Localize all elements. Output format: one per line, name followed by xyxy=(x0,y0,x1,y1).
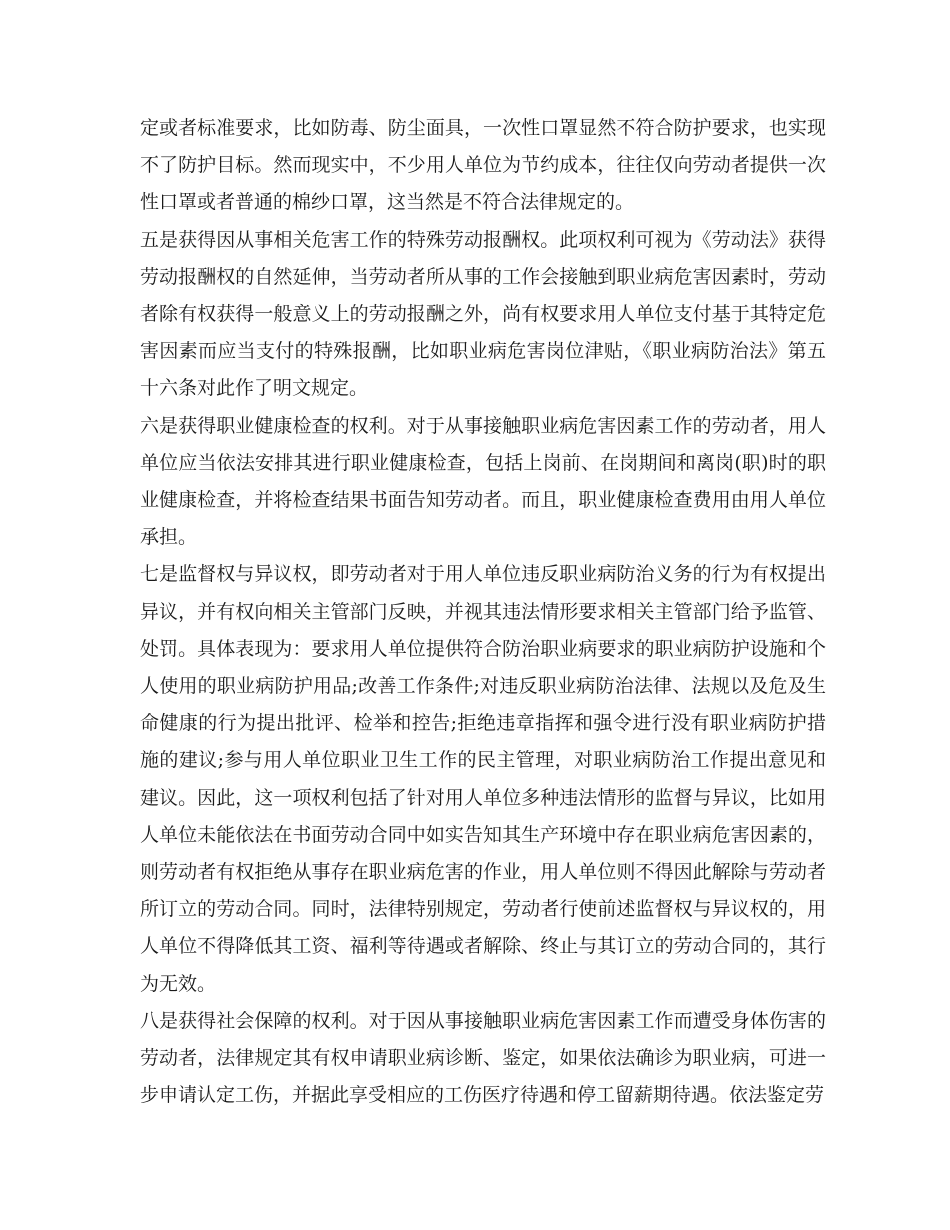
paragraph-special-remuneration: 五是获得因从事相关危害工作的特殊劳动报酬权。此项权利可视为《劳动法》获得劳动报酬权的自然延伸，当劳动者所从事的工作会接触到职业病危害因素时，劳动者除有权获得一般意义上的劳动报酬之外，尚有权要求用人单位支付基于其特定危害因素而应当支付的特殊报酬，比如职业病危害岗位津贴，《职业病防治法》第五十六条对此作了明文规定。 xyxy=(140,228,826,400)
paragraph-social-security: 八是获得社会保障的权利。对于因从事接触职业病危害因素工作而遭受身体伤害的劳动者，法律规定其有权申请职业病诊断、鉴定，如果依法确诊为职业病，可进一步申请认定工伤，并据此享受相应的工伤医疗待遇和停工留薪期待遇。依法鉴定劳 xyxy=(140,1009,826,1107)
document-body xyxy=(140,110,826,1114)
paragraph-protective-equipment: 定或者标准要求，比如防毒、防尘面具，一次性口罩显然不符合防护要求，也实现不了防护目标。然而现实中，不少用人单位为节约成本，往往仅向劳动者提供一次性口罩或者普通的棉纱口罩，这当然是不符合法律规定的。 xyxy=(140,117,826,214)
paragraph-health-examination: 六是获得职业健康检查的权利。对于从事接触职业病危害因素工作的劳动者，用人单位应当依法安排其进行职业健康检查，包括上岗前、在岗期间和离岗(职)时的职业健康检查，并将检查结果书面告知劳动者。而且，职业健康检查费用由用人单位承担。 xyxy=(140,414,826,549)
paragraph-supervision-objection: 七是监督权与异议权，即劳动者对于用人单位违反职业病防治义务的行为有权提出异议，并有权向相关主管部门反映，并视其违法情形要求相关主管部门给予监管、处罚。具体表现为：要求用人单位提供符合防治职业病要求的职业病防护设施和个人使用的职业病防护用品;改善工作条件;对违反职业病防治法律、法规以及危及生命健康的行为提出批评、检举和控告;拒绝违章指挥和强令进行没有职业病防护措施的建议;参与用人单位职业卫生工作的民主管理，对职业病防治工作提出意见和建议。因此，这一项权利包括了针对用人单位多种违法情形的监督与异议，比如用人单位未能依法在书面劳动合同中如实告知其生产环境中存在职业病危害因素的，则劳动者有权拒绝从事存在职业病危害的作业，用人单位则不得因此解除与劳动者所订立的劳动合同。同时，法律特别规定，劳动者行使前述监督权与异议权的，用人单位不得降低其工资、福利等待遇或者解除、终止与其订立的劳动合同的，其行为无效。 xyxy=(140,563,826,995)
